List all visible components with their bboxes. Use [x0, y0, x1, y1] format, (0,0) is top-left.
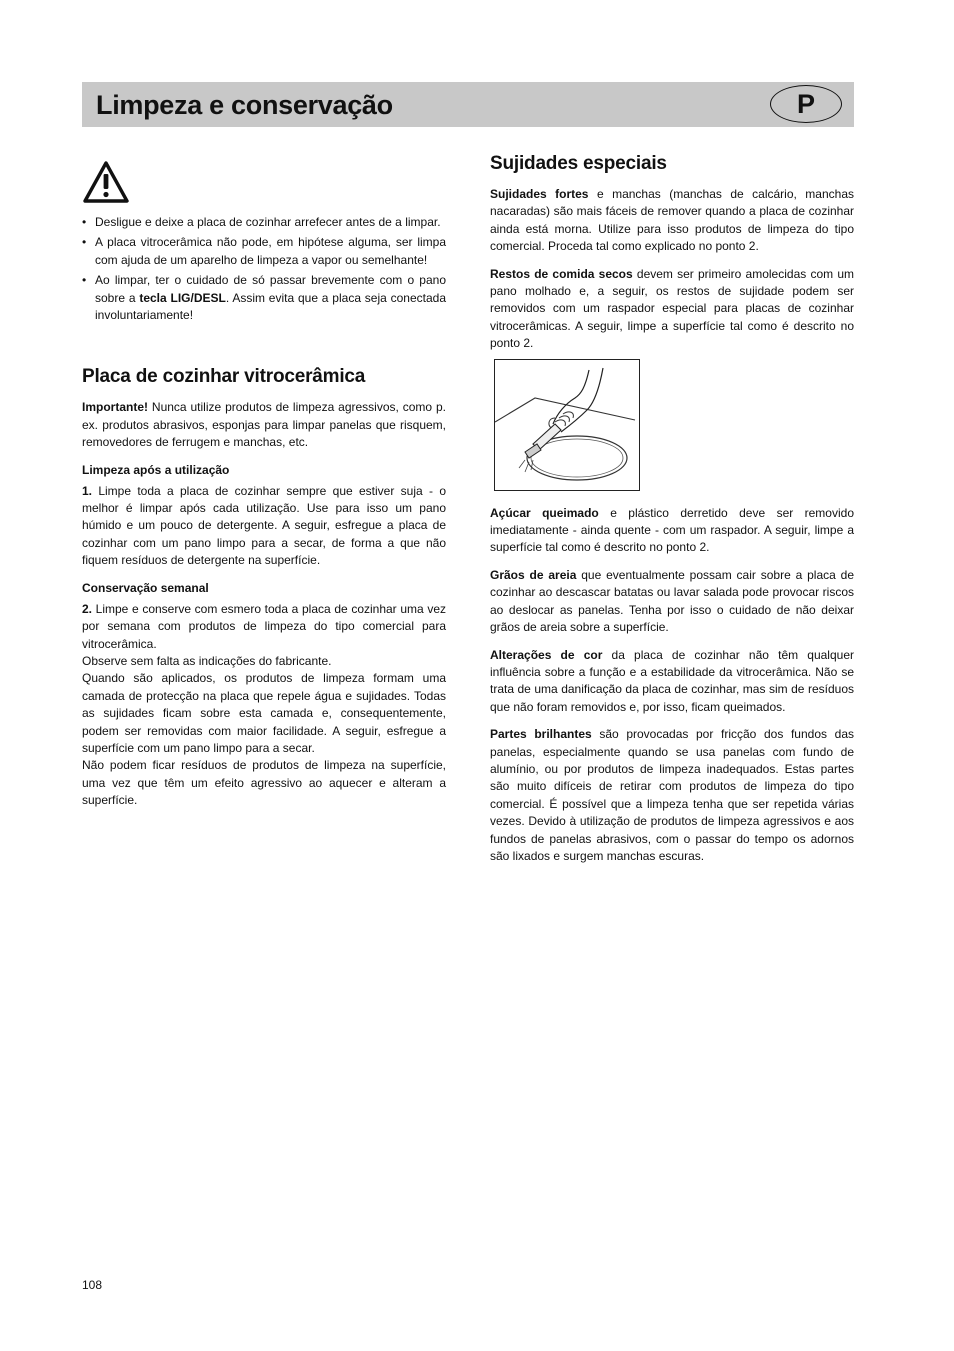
scraper-illustration-icon — [495, 360, 639, 490]
important-paragraph: Importante! Nunca utilize produtos de limpeza agressivos, como p. ex. produtos abrasivos, esponjas para limpar panelas que risquem, removedores de ferrugem e manchas, etc. — [82, 400, 446, 450]
key-name: tecla LIG/DESL — [139, 290, 226, 305]
warning-list — [82, 214, 446, 324]
warning-triangle-icon — [82, 160, 130, 204]
paragraph: Alterações de cor da placa de cozinhar não têm qualquer influência sobre a função e a estabilidade da vitrocerâmica. Não se trata de uma danificação da placa de cozinhar, mas sim de resíduos que não foram removidos e, por isso, ficam queimados. — [490, 647, 854, 714]
page-title: Limpeza e conservação — [96, 90, 393, 120]
note-paragraph: Quando são aplicados, os produtos de limpeza formam uma camada de protecção na placa que repele água e sujidades. Todas as sujidades ficam sobre esta camada e, consequentemente, podem ser removidas com maior facilidade. A seguir, esfregue a superfície com um pano limpo para a secar. — [82, 671, 446, 755]
right-column — [490, 152, 854, 875]
subheading-weekly: Conservação semanal — [82, 580, 209, 595]
step-1-paragraph: 1. Limpe toda a placa de cozinhar sempre que estiver suja - o melhor é limpar após cada utilização. Use para isso um pano húmido e um pouco de detergente. A seguir, esfregue a placa de cozinhar com um pano limpo para a secar, de forma a que não fiquem resíduos de detergente na superfície. — [82, 483, 446, 568]
note-paragraph: Observe sem falta as indicações do fabricante. — [82, 653, 332, 668]
language-badge: P — [770, 85, 842, 123]
paragraph: Partes brilhantes são provocadas por fricção dos fundos das panelas, especialmente quando se usa panelas com fundo de alumínio, ou por produtos de limpeza inadequados. Estas partes são muito difíceis de retirar com produtos de limpeza do tipo comercial. É possível que a limpeza tenha que ser repetida várias vezes. Devido à utilização de produtos de limpeza agressivos e aos fundos de panelas abrasivos, com o passar do tempo os adornos são lixados e surgem manchas escuras. — [490, 727, 854, 863]
warning-item: • Desligue e deixe a placa de cozinhar arrefecer antes de a limpar. — [82, 214, 446, 231]
paragraph: Restos de comida secos devem ser primeiro amolecidas com um pano molhado e, a seguir, os restos de sujidade podem ser removidos com um raspador especial para placas de cozinhar vitrocerâmicas. A seguir, limpe a superfície tal como é descrito no ponto 2. — [490, 266, 854, 351]
section-heading-vitroceramic: Placa de cozinhar vitrocerâmica — [82, 366, 366, 388]
scraper-figure — [494, 359, 640, 491]
header-bar — [82, 82, 854, 127]
left-column — [82, 160, 446, 810]
paragraph: Grãos de areia que eventualmente possam cair sobre a placa de cozinhar ao descascar batatas ou lavar salada pode provocar riscos ao deslocar as panelas. Tenha por isso o cuidado de não deixar grãos de areia sobre a superfície. — [490, 567, 854, 635]
subheading-after-use: Limpeza após a utilização — [82, 462, 230, 477]
section-heading-special-dirt: Sujidades especiais — [490, 153, 667, 174]
note-paragraph: Não podem ficar resíduos de produtos de limpeza na superfície, uma vez que têm um efeito agressivo ao aquecer e alteram a superfície. — [82, 758, 446, 808]
paragraph: Açúcar queimado e plástico derretido deve ser removido imediatamente - ainda quente - com um raspador. A seguir, limpe a superfície tal como é descrito no ponto 2. — [490, 505, 854, 555]
step-2-paragraph: 2. Limpe e conserve com esmero toda a placa de cozinhar uma vez por semana com produtos de limpeza do tipo comercial para vitrocerâmica. — [82, 601, 446, 651]
page-number: 108 — [82, 1278, 103, 1292]
warning-item: • Ao limpar, ter o cuidado de só passar brevemente com o pano sobre a tecla LIG/DESL. Assim evita que a placa seja conectada involuntariamente! — [82, 272, 446, 324]
warning-item: • A placa vitrocerâmica não pode, em hipótese alguma, ser limpa com ajuda de um aparelho de limpeza a vapor ou semelhante! — [82, 234, 446, 269]
paragraph: Sujidades fortes e manchas (manchas de calcário, manchas nacaradas) são mais fáceis de remover quando a placa de cozinhar ainda está morna. Utilize para isso produtos de limpeza do tipo comercial. Proceda tal como explicado no ponto 2. — [490, 187, 855, 254]
